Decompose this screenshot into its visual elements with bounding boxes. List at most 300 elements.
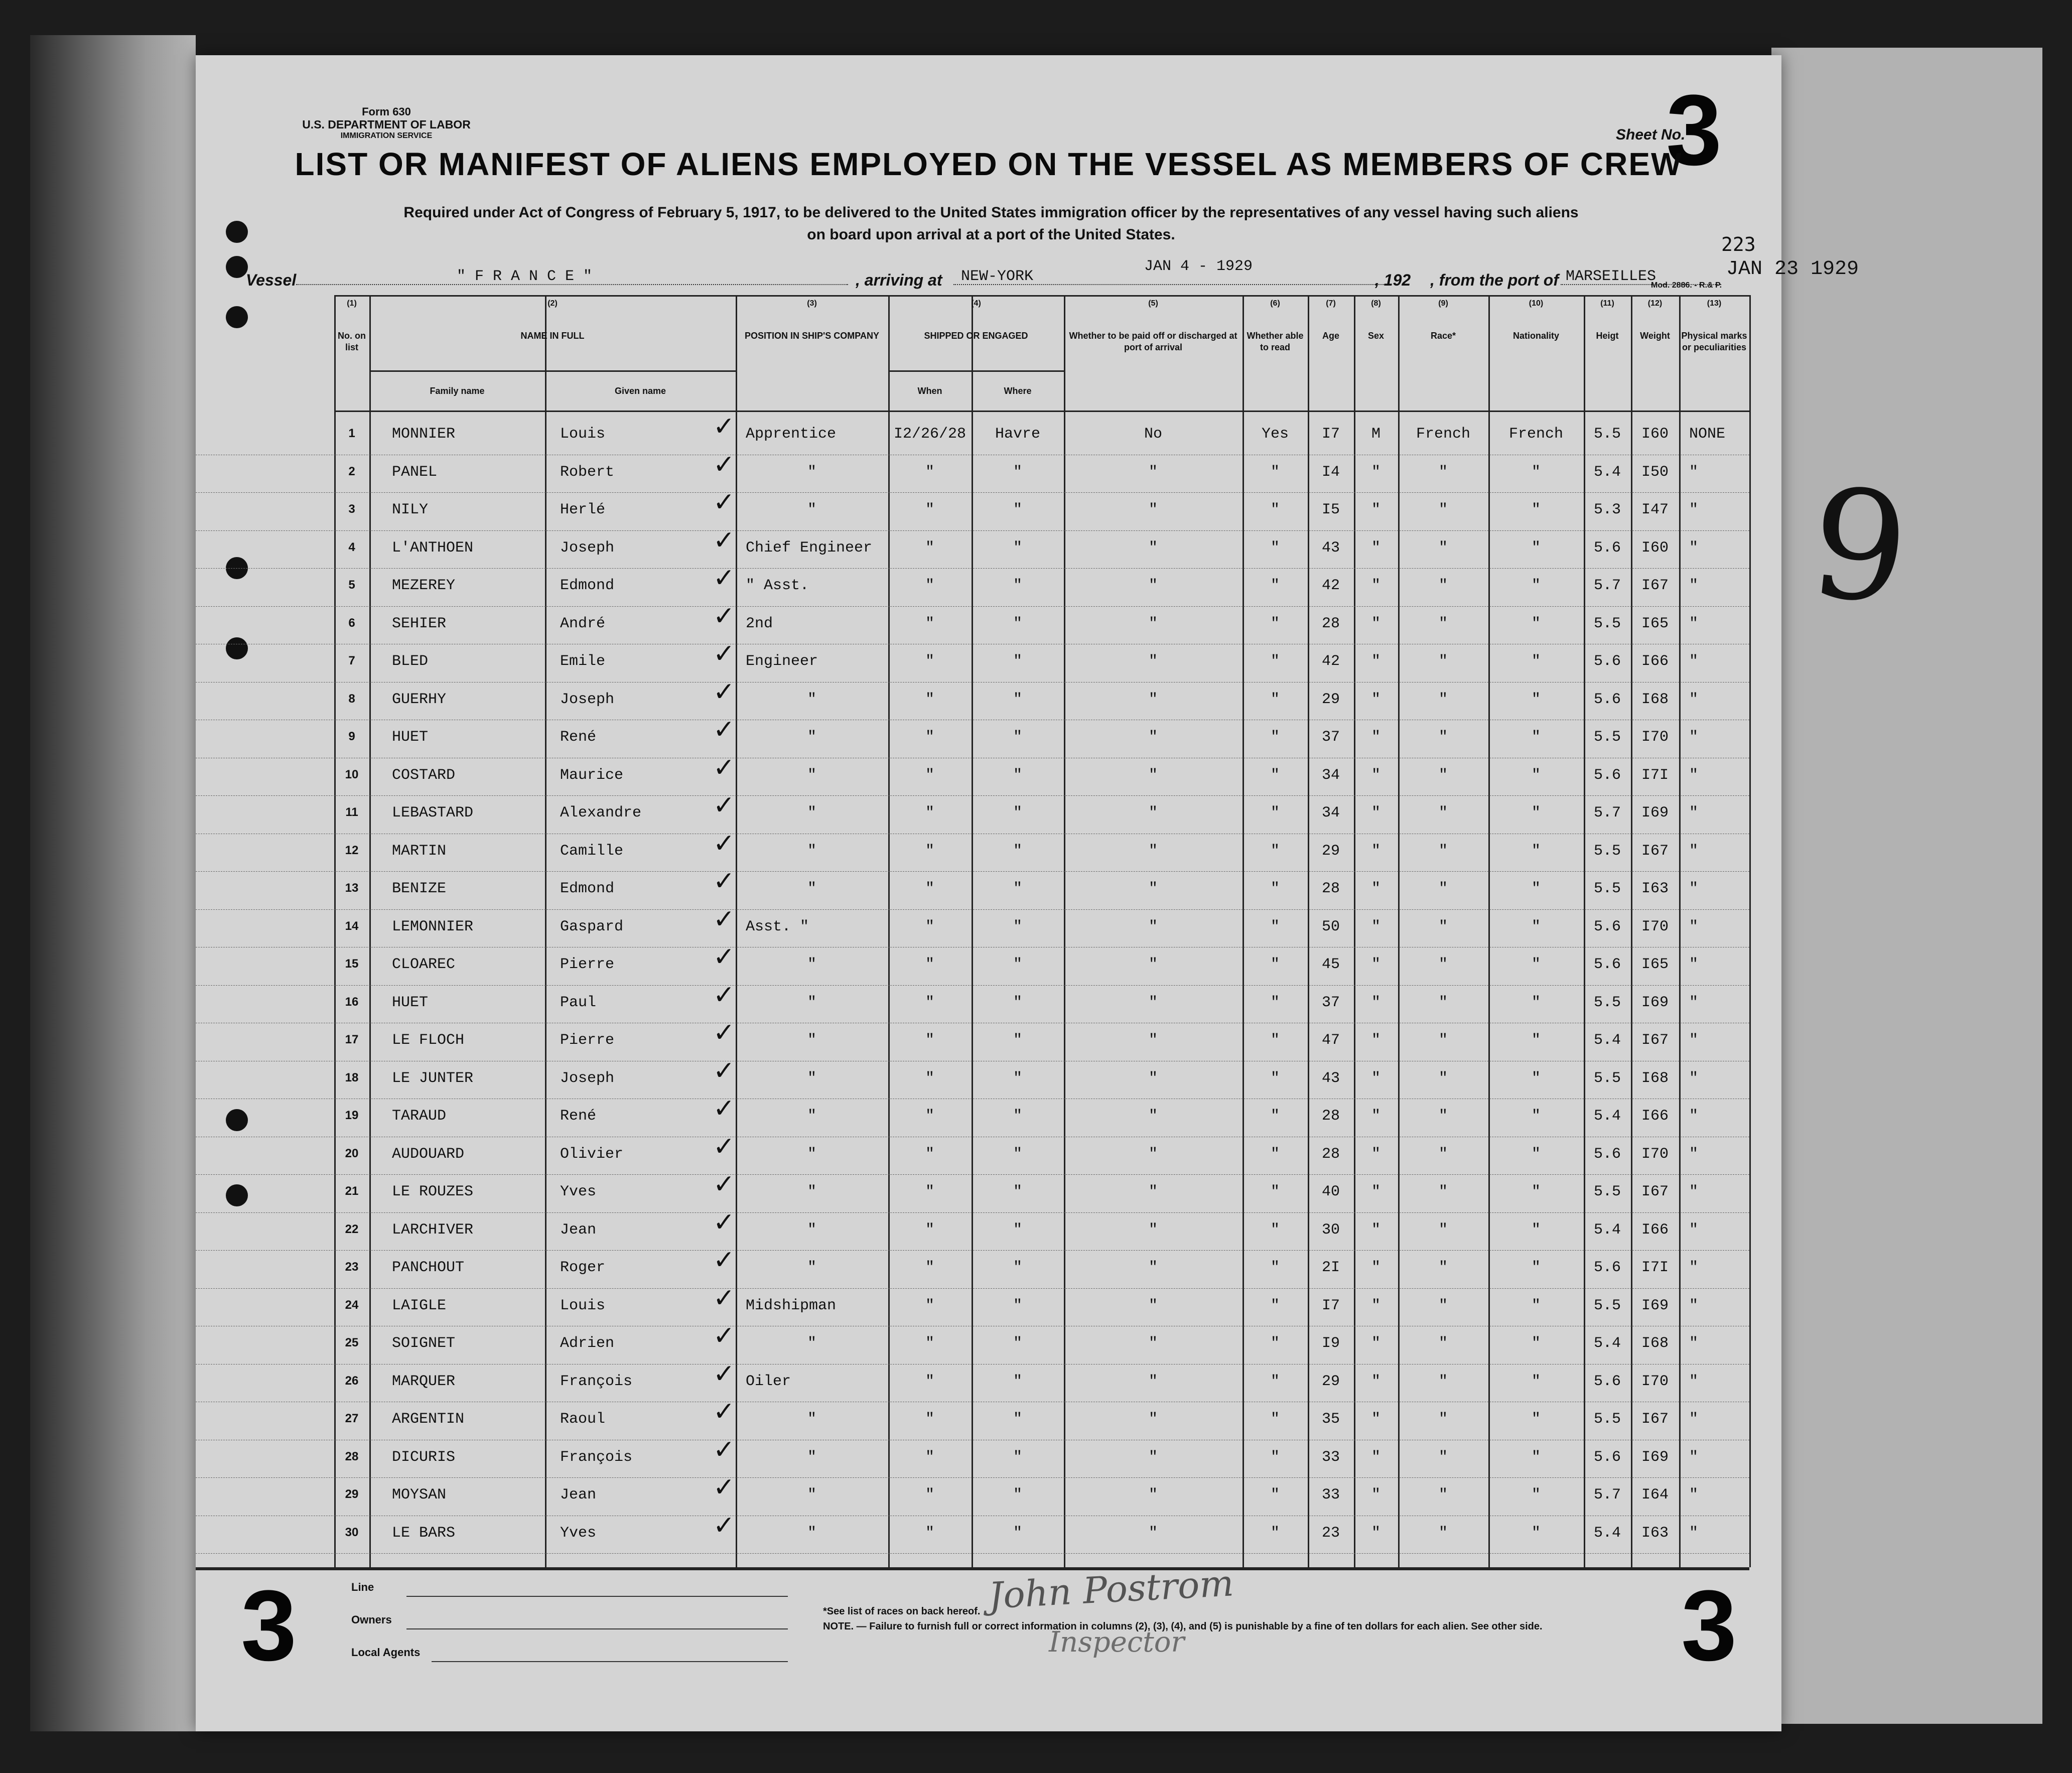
physical-marks-value: " (1689, 539, 1699, 557)
height-value: 5.7 (1593, 804, 1621, 822)
check-mark: ✓ (713, 1434, 735, 1465)
given-name: Roger (560, 1259, 606, 1276)
where-value: " (1013, 1183, 1022, 1200)
header-name-in-full: NAME IN FULL (520, 331, 585, 341)
height-value: 5.5 (1593, 880, 1621, 897)
age-value: I7 (1321, 426, 1340, 443)
check-mark: ✓ (713, 1094, 735, 1124)
row-number: 26 (345, 1374, 359, 1388)
check-mark: ✓ (713, 1321, 735, 1351)
position: " (807, 1524, 816, 1542)
shipped-subheader-border (888, 370, 1064, 372)
paid-value: " (1148, 804, 1158, 822)
read-value: " (1270, 729, 1280, 746)
where-value: " (1013, 1108, 1022, 1125)
paid-value: " (1148, 1032, 1158, 1049)
check-mark: ✓ (713, 980, 735, 1010)
where-value: " (1013, 539, 1022, 557)
check-mark: ✓ (713, 525, 735, 556)
physical-marks-value: " (1689, 956, 1699, 973)
position: " (807, 1108, 816, 1125)
read-value: Yes (1261, 426, 1289, 443)
height-value: 5.7 (1593, 1486, 1621, 1504)
race-value: " (1438, 539, 1448, 557)
age-value: 29 (1321, 842, 1340, 860)
weight-value: I68 (1641, 1069, 1669, 1087)
column-divider (736, 295, 737, 1567)
row-number: 14 (345, 919, 359, 933)
stamp-number: 223 (1721, 233, 1756, 255)
physical-marks-value: " (1689, 691, 1699, 708)
row-rule (196, 1212, 1749, 1213)
inspector-signature: John Postrom (988, 1562, 1235, 1617)
when-value: " (925, 1183, 934, 1200)
arriving-label: , arriving at (856, 271, 942, 289)
given-name: André (560, 615, 606, 632)
row-number: 10 (345, 767, 359, 781)
given-name: Adrien (560, 1335, 615, 1352)
form-identifier (296, 105, 477, 141)
height-value: 5.4 (1593, 1032, 1621, 1049)
sex-value: M (1371, 426, 1380, 443)
row-number: 23 (345, 1260, 359, 1274)
age-value: 43 (1321, 539, 1340, 557)
paid-value: " (1148, 880, 1158, 897)
paid-value: " (1148, 1411, 1158, 1428)
when-value: " (925, 1411, 934, 1428)
where-value: " (1013, 766, 1022, 784)
weight-value: I7I (1641, 766, 1669, 784)
height-value: 5.4 (1593, 463, 1621, 481)
paid-value: " (1148, 1524, 1158, 1542)
adjacent-page (1771, 48, 2042, 1724)
handwritten-mark: 9 (1803, 454, 1916, 639)
inspector-title: Inspector (1049, 1626, 1185, 1659)
race-value: " (1438, 1411, 1448, 1428)
read-value: " (1270, 1221, 1280, 1239)
position: Asst. " (746, 918, 809, 935)
position: " (807, 956, 816, 973)
where-value: " (1013, 1373, 1022, 1390)
age-value: 28 (1321, 615, 1340, 632)
header-race: Race* (1430, 331, 1456, 341)
document-title: LIST OR MANIFEST OF ALIENS EMPLOYED ON THE VESSEL AS MEMBERS OF CREW (295, 146, 1683, 182)
read-value: " (1270, 1486, 1280, 1504)
family-name: MARQUER (392, 1373, 456, 1390)
weight-value: I67 (1641, 1183, 1669, 1200)
family-name: LEMONNIER (392, 918, 474, 935)
age-value: 50 (1321, 918, 1340, 935)
nationality-value: " (1531, 1448, 1541, 1466)
nationality-value: " (1531, 1486, 1541, 1504)
paid-value: " (1148, 501, 1158, 518)
read-value: " (1270, 501, 1280, 518)
race-value: " (1438, 1524, 1448, 1542)
where-value: " (1013, 729, 1022, 746)
given-name: Pierre (560, 956, 615, 973)
physical-marks-value: " (1689, 1221, 1699, 1239)
height-value: 5.4 (1593, 1221, 1621, 1239)
race-value: " (1438, 804, 1448, 822)
read-value: " (1270, 691, 1280, 708)
family-name: COSTARD (392, 766, 456, 784)
check-mark: ✓ (713, 1397, 735, 1427)
row-rule (196, 492, 1749, 493)
nationality-value: " (1531, 1524, 1541, 1542)
row-number: 3 (348, 502, 355, 516)
family-name: AUDOUARD (392, 1145, 465, 1163)
manifest-sheet (196, 55, 1859, 1731)
when-value: " (925, 766, 934, 784)
read-value: " (1270, 880, 1280, 897)
height-value: 5.5 (1593, 842, 1621, 860)
weight-value: I70 (1641, 729, 1669, 746)
where-value: " (1013, 615, 1022, 632)
height-value: 5.3 (1593, 501, 1621, 518)
position: Chief Engineer (746, 539, 873, 557)
column-divider (1679, 295, 1681, 1567)
race-value: " (1438, 729, 1448, 746)
family-name: BLED (392, 653, 429, 670)
physical-marks-value: NONE (1689, 426, 1726, 443)
nationality-value: " (1531, 1032, 1541, 1049)
row-number: 27 (345, 1412, 359, 1425)
row-number: 9 (348, 730, 355, 743)
given-name: Louis (560, 426, 606, 443)
paid-value: " (1148, 918, 1158, 935)
age-value: 42 (1321, 653, 1340, 670)
position: " (807, 501, 816, 518)
sex-value: " (1371, 766, 1380, 784)
family-name: TARAUD (392, 1108, 447, 1125)
paid-value: " (1148, 463, 1158, 481)
physical-marks-value: " (1689, 1108, 1699, 1125)
sex-value: " (1371, 918, 1380, 935)
where-value: " (1013, 994, 1022, 1011)
when-value: " (925, 501, 934, 518)
when-value: " (925, 1524, 934, 1542)
given-name: Pierre (560, 1032, 615, 1049)
given-name: Yves (560, 1524, 597, 1542)
position: " (807, 994, 816, 1011)
header-no-on-list: No. on list (338, 331, 366, 352)
age-value: I7 (1321, 1297, 1340, 1314)
read-value: " (1270, 1373, 1280, 1390)
paid-value: " (1148, 1259, 1158, 1276)
table-header-border (334, 411, 1749, 412)
sex-value: " (1371, 1411, 1380, 1428)
race-value: " (1438, 653, 1448, 670)
check-mark: ✓ (713, 639, 735, 669)
weight-value: I67 (1641, 842, 1669, 860)
paid-value: " (1148, 1108, 1158, 1125)
position: " (807, 1335, 816, 1352)
nationality-value: " (1531, 1335, 1541, 1352)
race-value: " (1438, 463, 1448, 481)
physical-marks-value: " (1689, 1145, 1699, 1163)
sex-value: " (1371, 501, 1380, 518)
height-value: 5.5 (1593, 994, 1621, 1011)
header-shipped-engaged: SHIPPED OR ENGAGED (924, 331, 1028, 341)
sheet-number-label: Sheet No. (1616, 126, 1686, 143)
family-name: LE FLOCH (392, 1032, 465, 1049)
row-rule (196, 871, 1749, 872)
race-value: " (1438, 1297, 1448, 1314)
physical-marks-value: " (1689, 1032, 1699, 1049)
family-name: ARGENTIN (392, 1411, 465, 1428)
vessel-line (196, 258, 1859, 296)
position: " (807, 463, 816, 481)
family-name: HUET (392, 729, 429, 746)
header-position-number: (3) (807, 299, 817, 308)
footer-sheet-number-left: 3 (241, 1570, 297, 1682)
when-value: " (925, 842, 934, 860)
when-value: " (925, 577, 934, 594)
nationality-value: " (1531, 501, 1541, 518)
when-value: " (925, 1335, 934, 1352)
age-value: 42 (1321, 577, 1340, 594)
row-rule (196, 795, 1749, 796)
header-physical-marks: Physical marks or peculiarities (1681, 331, 1747, 352)
physical-marks-value: " (1689, 1373, 1699, 1390)
document-subtitle (256, 202, 1726, 245)
physical-marks-value: " (1689, 1069, 1699, 1087)
weight-value: I68 (1641, 1335, 1669, 1352)
when-value: " (925, 1032, 934, 1049)
where-value: " (1013, 1259, 1022, 1276)
weight-value: I70 (1641, 1373, 1669, 1390)
column-divider (1749, 295, 1751, 1567)
weight-value: I68 (1641, 691, 1669, 708)
nationality-value: " (1531, 956, 1541, 973)
given-name: René (560, 729, 597, 746)
header-weight-number: (12) (1647, 299, 1663, 308)
sex-value: " (1371, 842, 1380, 860)
age-value: 28 (1321, 1108, 1340, 1125)
header-race-number: (9) (1438, 299, 1448, 308)
paid-value: " (1148, 653, 1158, 670)
physical-marks-value: " (1689, 1411, 1699, 1428)
local-agents-label: Local Agents (351, 1646, 421, 1659)
physical-marks-value: " (1689, 994, 1699, 1011)
position: " (807, 1411, 816, 1428)
where-value: " (1013, 577, 1022, 594)
sheet-number: 3 (1666, 74, 1722, 186)
nationality-value: " (1531, 615, 1541, 632)
height-value: 5.5 (1593, 615, 1621, 632)
where-value: " (1013, 1524, 1022, 1542)
sex-value: " (1371, 1297, 1380, 1314)
check-mark: ✓ (713, 715, 735, 745)
sex-value: " (1371, 1032, 1380, 1049)
paid-value: " (1148, 1486, 1158, 1504)
header-family-name: Family name (430, 386, 485, 396)
given-name: Alexandre (560, 804, 642, 822)
paid-value: " (1148, 1335, 1158, 1352)
read-value: " (1270, 1183, 1280, 1200)
row-rule (196, 985, 1749, 986)
where-value: " (1013, 1069, 1022, 1087)
sex-value: " (1371, 1373, 1380, 1390)
height-value: 5.6 (1593, 956, 1621, 973)
sex-value: " (1371, 615, 1380, 632)
when-value: " (925, 729, 934, 746)
column-divider (369, 295, 371, 1567)
where-value: " (1013, 804, 1022, 822)
given-name: Herlé (560, 501, 606, 518)
row-rule (196, 1288, 1749, 1289)
header-able-to-read-number: (6) (1270, 299, 1280, 308)
race-value: " (1438, 691, 1448, 708)
where-value: " (1013, 842, 1022, 860)
from-label: , from the port of (1430, 271, 1559, 289)
nationality-value: " (1531, 539, 1541, 557)
footer (196, 1562, 1781, 1716)
row-number: 5 (348, 578, 355, 592)
header-able-to-read: Whether able to read (1247, 331, 1304, 352)
when-value: " (925, 1448, 934, 1466)
position: 2nd (746, 615, 773, 632)
read-value: " (1270, 918, 1280, 935)
row-number: 25 (345, 1336, 359, 1349)
age-value: 28 (1321, 1145, 1340, 1163)
where-value: " (1013, 1032, 1022, 1049)
nationality-value: " (1531, 1297, 1541, 1314)
height-value: 5.6 (1593, 1448, 1621, 1466)
where-value: " (1013, 1486, 1022, 1504)
punch-hole (226, 221, 248, 243)
given-name: Gaspard (560, 918, 624, 935)
physical-marks-value: " (1689, 501, 1699, 518)
paid-value: " (1148, 1448, 1158, 1466)
paid-value: " (1148, 539, 1158, 557)
position: " (807, 804, 816, 822)
physical-marks-value: " (1689, 1335, 1699, 1352)
check-mark: ✓ (713, 1510, 735, 1541)
age-value: 37 (1321, 729, 1340, 746)
age-value: 45 (1321, 956, 1340, 973)
height-value: 5.6 (1593, 1145, 1621, 1163)
read-value: " (1270, 1069, 1280, 1087)
sex-value: " (1371, 804, 1380, 822)
paid-value: " (1148, 729, 1158, 746)
position: " (807, 1486, 816, 1504)
read-value: " (1270, 1524, 1280, 1542)
nationality-value: " (1531, 1221, 1541, 1239)
nationality-value: " (1531, 1108, 1541, 1125)
weight-value: I47 (1641, 501, 1669, 518)
nationality-value: " (1531, 729, 1541, 746)
given-name: Louis (560, 1297, 606, 1314)
row-rule (196, 909, 1749, 910)
race-value: " (1438, 842, 1448, 860)
row-number: 29 (345, 1487, 359, 1501)
age-value: 47 (1321, 1032, 1340, 1049)
family-name: L'ANTHOEN (392, 539, 474, 557)
races-note: *See list of races on back hereof. (823, 1606, 981, 1617)
weight-value: I65 (1641, 615, 1669, 632)
position: " (807, 691, 816, 708)
row-rule (196, 1174, 1749, 1175)
check-mark: ✓ (713, 563, 735, 593)
given-name: Raoul (560, 1411, 606, 1428)
given-name: Maurice (560, 766, 624, 784)
physical-marks-value: " (1689, 729, 1699, 746)
sex-value: " (1371, 880, 1380, 897)
header-paid-off-number: (5) (1148, 299, 1158, 308)
family-name: PANCHOUT (392, 1259, 465, 1276)
race-value: " (1438, 615, 1448, 632)
row-number: 16 (345, 995, 359, 1009)
where-value: " (1013, 1448, 1022, 1466)
race-value: " (1438, 994, 1448, 1011)
vessel-name: " F R A N C E " (457, 268, 593, 285)
race-value: " (1438, 880, 1448, 897)
age-value: 40 (1321, 1183, 1340, 1200)
height-value: 5.5 (1593, 426, 1621, 443)
read-value: " (1270, 463, 1280, 481)
nationality-value: " (1531, 880, 1541, 897)
weight-value: I70 (1641, 918, 1669, 935)
check-mark: ✓ (713, 752, 735, 783)
row-rule (196, 682, 1749, 683)
when-value: " (925, 1259, 934, 1276)
row-rule (196, 568, 1749, 569)
weight-value: I67 (1641, 577, 1669, 594)
given-name: Joseph (560, 539, 615, 557)
row-rule (196, 1477, 1749, 1478)
family-name: LE JUNTER (392, 1069, 474, 1087)
header-paid-off: Whether to be paid off or discharged at port of arrival (1069, 331, 1237, 352)
form-number: Form 630 (362, 105, 411, 118)
physical-marks-value: " (1689, 1524, 1699, 1542)
read-value: " (1270, 653, 1280, 670)
mod-number: Mod. 2886. - R.& P. (1651, 281, 1722, 290)
arrival-date: JAN 4 - 1929 (1144, 258, 1253, 275)
sex-value: " (1371, 1183, 1380, 1200)
height-value: 5.5 (1593, 1069, 1621, 1087)
header-age: Age (1322, 331, 1339, 341)
when-value: " (925, 691, 934, 708)
family-name: LE ROUZES (392, 1183, 474, 1200)
row-number: 15 (345, 957, 359, 971)
family-name: GUERHY (392, 691, 447, 708)
sex-value: " (1371, 1448, 1380, 1466)
nationality-value: " (1531, 1145, 1541, 1163)
header-position: POSITION IN SHIP'S COMPANY (745, 331, 879, 341)
where-value: " (1013, 1297, 1022, 1314)
row-number: 20 (345, 1146, 359, 1160)
position: Apprentice (746, 426, 837, 443)
family-name: LAIGLE (392, 1297, 447, 1314)
when-value: " (925, 1145, 934, 1163)
family-name: SOIGNET (392, 1335, 456, 1352)
header-given-name: Given name (614, 386, 666, 396)
age-value: 2I (1321, 1259, 1340, 1276)
race-value: " (1438, 1032, 1448, 1049)
race-value: " (1438, 1221, 1448, 1239)
when-value: " (925, 539, 934, 557)
when-value: " (925, 1373, 934, 1390)
check-mark: ✓ (713, 1018, 735, 1048)
sex-value: " (1371, 956, 1380, 973)
family-name: LE BARS (392, 1524, 456, 1542)
sex-value: " (1371, 691, 1380, 708)
paid-value: " (1148, 615, 1158, 632)
given-name: Camille (560, 842, 624, 860)
check-mark: ✓ (713, 790, 735, 821)
age-value: I9 (1321, 1335, 1340, 1352)
